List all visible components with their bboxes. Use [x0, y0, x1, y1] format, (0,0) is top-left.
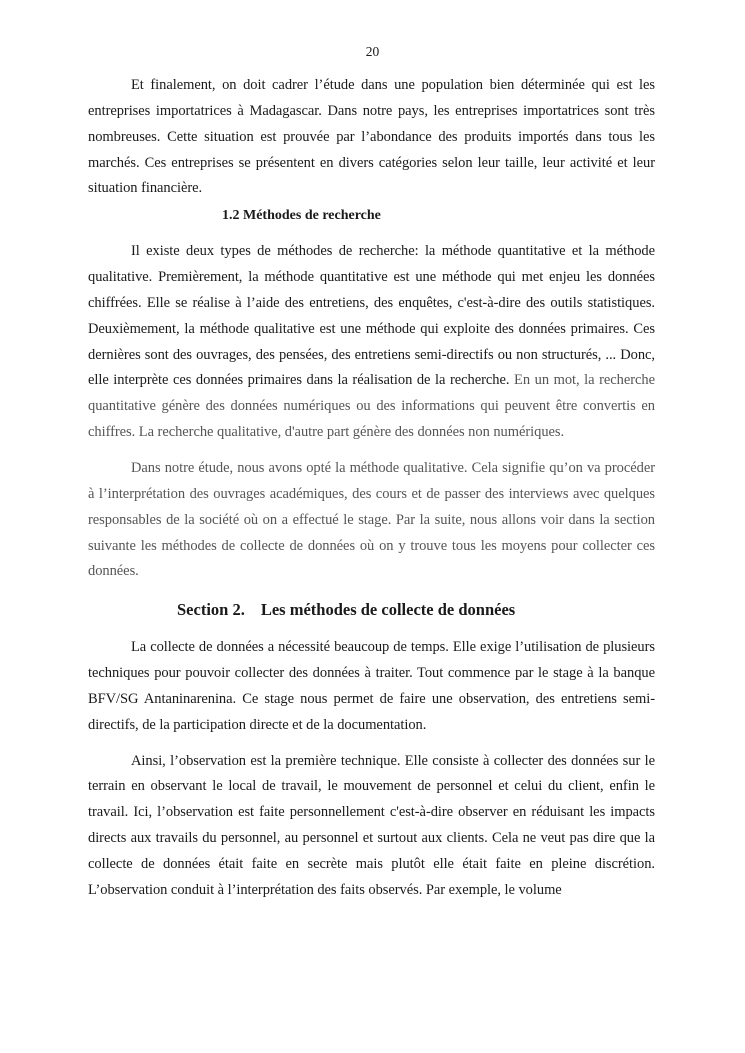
paragraph-data-collection: La collecte de données a nécessité beaucoup de temps. Elle exige l’utilisation de plusieurs techniques pour pouvoir collecter des données à traiter. Tout commence par le stage à la banque BFV/SG Antaninarenina. Ce stage nous permet de faire une observation, des entretiens semi-directifs, de la participation directe et de la documentation. — [88, 639, 655, 733]
spacer — [88, 446, 655, 456]
paragraph-population: Et finalement, on doit cadrer l’étude dans une population bien déterminée qui est les entreprises importatrices à Madagascar. Dans notre pays, les entreprises importatrices sont très nombreuses. Cette situation est prouvée par l’abondance des produits importés dans tous les marchés. Ces entreprises se présentent en divers catégories selon leur taille, leur activité et leur situation financière. — [88, 77, 655, 197]
paragraph-method-types — [88, 239, 655, 446]
spacer — [88, 585, 655, 597]
page-number: 20 — [365, 44, 380, 59]
section-number: Section 2. — [177, 600, 245, 620]
spacer — [88, 739, 655, 749]
document-body — [88, 73, 655, 904]
paragraph-qualitative-choice: Dans notre étude, nous avons opté la méthode qualitative. Cela signifie qu’on va procéder à l’interprétation des ouvrages académiques, des cours et de passer des interviews avec quelques responsables de la société où on a effectué le stage. Par la suite, nous allons voir dans la section suivante les méthodes de collecte de données où on y trouve tous les moyens pour collecter ces données. — [88, 459, 655, 580]
subheading-research-methods: 1.2 Méthodes de recherche — [222, 208, 381, 224]
paragraph-method-types-main: Il existe deux types de méthodes de recherche: la méthode quantitative et la méthode qualitative. Premièrement, la méthode quantitative est une méthode qui met enjeu les données chiffrées. Elle se réalise à l’aide des entretiens, des enquêtes, c'est-à-dire des outils statistiques. Deuxièmement, la méthode qualitative est une méthode qui exploite des données primaires. Ces dernières sont des ouvrages, des pensées, des entretiens semi-directifs ou non structurés, ... Donc, elle interprète ces données primaires dans la réalisation de la recherche. — [88, 243, 655, 389]
section-title: Les méthodes de collecte de données — [260, 600, 516, 620]
spacer — [88, 229, 655, 239]
paragraph-observation: Ainsi, l’observation est la première technique. Elle consiste à collecter des données sur le terrain en observant le local de travail, le mouvement de personnel et celui du client, enfin le travail. Ici, l’observation est faite personnellement c'est-à-dire observer en réduisant les impacts directs aux travails du personnel, au personnel et surtout aux clients. Cela ne veut pas dire que la collecte de données était faite en secrète mais plutôt elle était faite en pleine discrétion. L’observation conduit à l’interprétation des faits observés. Par exemple, le volume — [88, 752, 655, 898]
section-heading — [177, 597, 655, 623]
paragraph-method-types-summary: En un mot, la recherche quantitative génère des données numériques ou des informations qui peuvent être convertis en chiffres. La recherche qualitative, d'autre part génère des données non numériques. — [88, 372, 655, 441]
spacer — [88, 623, 655, 635]
